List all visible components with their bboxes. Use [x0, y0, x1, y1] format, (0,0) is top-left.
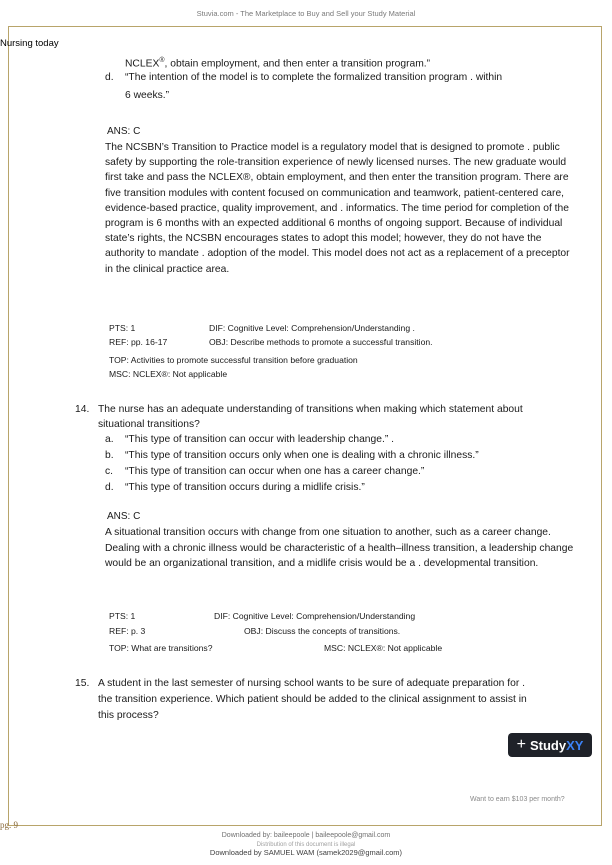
q13-ref: REF: pp. 16-17: [109, 337, 168, 347]
q13-option-d-text: “The intention of the model is to complete the formalized transition program . within: [125, 72, 503, 83]
q14-dif: DIF: Cognitive Level: Comprehension/Understanding: [214, 611, 416, 621]
q14-stem-1: The nurse has an adequate understanding of transitions when making which statement about: [98, 404, 523, 415]
q14-option-c: “This type of transition can occur when one has a career change.”: [125, 466, 425, 477]
q15-number: 15.: [75, 678, 90, 689]
q13-top: TOP: Activities to promote successful transition before graduation: [109, 355, 358, 365]
q15-stem-3: this process?: [98, 710, 159, 721]
q15-stem-2: the transition experience. Which patient should be added to the clinical assignment to assist in: [98, 694, 527, 705]
plus-icon: +: [516, 736, 526, 753]
q13-option-d-text-2: 6 weeks.”: [125, 90, 170, 101]
q14-option-a: “This type of transition can occur with leadership change.” .: [125, 434, 394, 445]
studyxy-logo[interactable]: + Study XY: [508, 733, 592, 757]
page-number: pg. 9: [0, 820, 18, 830]
download-notice: Downloaded by: baileepoole | baileepoole@gmail.com: [221, 832, 391, 839]
q13-dif: DIF: Cognitive Level: Comprehension/Understanding .: [209, 323, 415, 333]
q14-option-a-letter: a.: [105, 434, 114, 445]
q14-msc: MSC: NCLEX®: Not applicable: [324, 643, 443, 653]
q13-msc: MSC: NCLEX®: Not applicable: [109, 369, 228, 379]
downloaded-by-notice: Downloaded by SAMUEL WAM (samek2029@gmail.com): [209, 848, 403, 857]
q13-option-c-continued: NCLEX®, obtain employment, and then enter a transition program.”: [125, 57, 431, 70]
q13-pts: PTS: 1: [109, 323, 136, 333]
q14-ref: REF: p. 3: [109, 626, 146, 636]
q14-stem-2: situational transitions?: [98, 419, 200, 430]
q14-option-b-letter: b.: [105, 450, 114, 461]
q14-option-d-letter: d.: [105, 482, 114, 493]
q14-answer: ANS: C: [107, 511, 141, 522]
q14-pts: PTS: 1: [109, 611, 136, 621]
q13-obj: OBJ: Describe methods to promote a successful transition.: [209, 337, 433, 347]
q13-answer: ANS: C: [107, 126, 141, 137]
q14-option-b: “This type of transition occurs only when one is dealing with a chronic illness.”: [125, 450, 479, 461]
distribution-notice: Distribution of this document is illegal: [256, 842, 356, 848]
q13-rationale: The NCSBN’s Transition to Practice model is a regulatory model that is designed to promote . public safety by supporting the role-transition experience of newly licensed nurses. The new graduate would first take and pass the NCLEX®, obtain employment, and then enter the transition program. There are five transition modules with content focused on communication and teamwork, patient-centered care, evidence-based practice, quality improvement, and . informatics. The time period for completion of the program is 6 months with an expected additional 6 months of ongoing support. Because of individual state’s rights, the NCSBN encourages states to adopt this model; however, they do not have the authority to mandate . adoption of the model. This model does not act as a replacement of a preceptor in the clinical practice area.: [105, 142, 570, 275]
stuvia-banner: Stuvia.com - The Marketplace to Buy and Sell your Study Material: [196, 9, 416, 18]
q13-option-d-letter: d.: [105, 72, 114, 83]
q15-stem-1: A student in the last semester of nursing school wants to be sure of adequate preparation for .: [98, 678, 526, 689]
running-header: Nursing today: [0, 38, 59, 49]
q14-number: 14.: [75, 404, 90, 415]
q14-obj: OBJ: Discuss the concepts of transitions.: [244, 626, 401, 636]
q14-rationale: A situational transition occurs with change from one situation to another, such as a career change. Dealing with a chronic illness would be characteristic of a health–illness transition, a leadership change would be an organizational transition, and a midlife crisis would be a . developmental transition.: [105, 527, 574, 570]
q14-option-c-letter: c.: [105, 466, 114, 477]
q14-option-d: “This type of transition occurs during a midlife crisis.”: [125, 482, 365, 493]
q14-top: TOP: What are transitions?: [109, 643, 213, 653]
earn-promo-link[interactable]: Want to earn $103 per month?: [470, 796, 565, 803]
